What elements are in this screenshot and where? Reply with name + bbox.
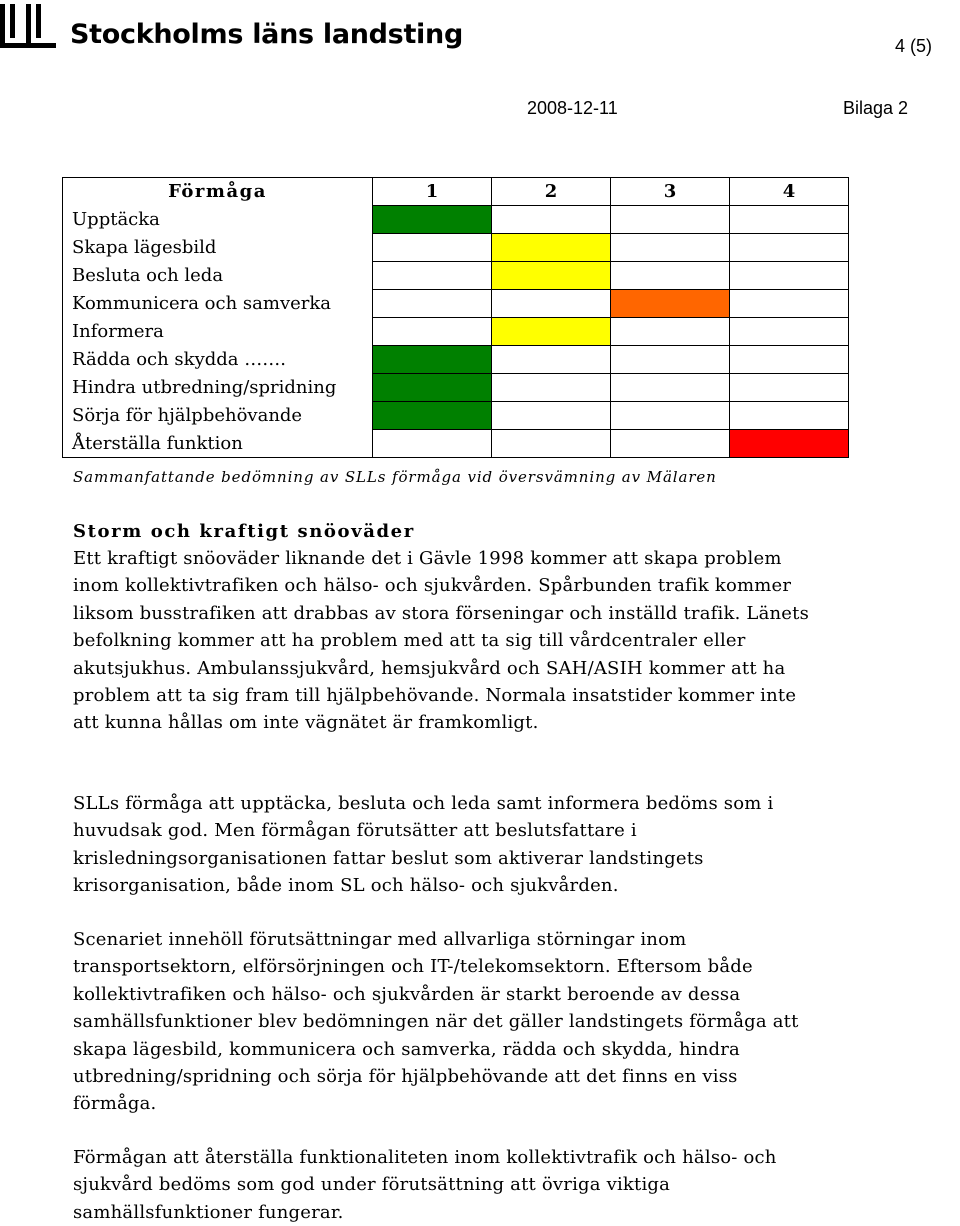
capability-label: Kommunicera och samverka — [63, 290, 373, 318]
assessment-cell — [373, 234, 492, 262]
table-row — [63, 318, 849, 346]
assessment-cell — [611, 262, 730, 290]
paragraph: Scenariet innehöll förutsättningar med allvarliga störningar inom transportsektorn, elförsörjningen och IT-/telekomsektorn. Eftersom både kollektivtrafiken och hälso- och sjukvården är starkt beroende av dessa samhällsfunktioner blev bedömningen när det gäller landstingets förmåga att skapa lägesbild, kommunicera och samverka, rädda och skydda, hindra utbredning/spridning och sörja för hjälpbehövande att det finns en viss förmåga. — [73, 929, 799, 1115]
assessment-cell — [492, 290, 611, 318]
level-header: 1 — [373, 178, 492, 206]
assessment-cell — [611, 318, 730, 346]
assessment-cell — [730, 234, 849, 262]
assessment-cell — [611, 346, 730, 374]
paragraph: SLLs förmåga att upptäcka, besluta och leda samt informera bedöms som i huvudsak god. Men förmågan förutsätter att beslutsfattare i krisledningsorganisationen fattar beslut som aktiverar landstingets krisorganisation, både inom SL och hälso- och sjukvården. — [73, 793, 774, 897]
table-row — [63, 402, 849, 430]
capability-label: Återställa funktion — [63, 430, 373, 458]
page-number: 4 (5) — [894, 36, 932, 56]
section-heading: Storm och kraftigt snöoväder — [73, 521, 415, 542]
capability-table — [62, 177, 849, 458]
assessment-cell-filled — [373, 346, 492, 374]
assessment-cell — [730, 402, 849, 430]
capability-label: Skapa lägesbild — [63, 234, 373, 262]
attachment-label: Bilaga 2 — [842, 98, 908, 118]
capability-label: Besluta och leda — [63, 262, 373, 290]
capability-label: Sörja för hjälpbehövande — [63, 402, 373, 430]
assessment-cell — [611, 402, 730, 430]
assessment-cell — [730, 346, 849, 374]
sll-logo-icon — [0, 4, 60, 52]
assessment-cell — [492, 346, 611, 374]
assessment-cell — [730, 206, 849, 234]
table-caption: Sammanfattande bedömning av SLLs förmåga vid översvämning av Mälaren — [73, 468, 717, 486]
capability-label: Upptäcka — [63, 206, 373, 234]
assessment-cell — [373, 318, 492, 346]
assessment-cell — [730, 318, 849, 346]
logo — [0, 4, 463, 52]
assessment-cell — [611, 374, 730, 402]
level-header: 4 — [730, 178, 849, 206]
paragraph: Ett kraftigt snöoväder liknande det i Gävle 1998 kommer att skapa problem inom kollektivtrafiken och hälso- och sjukvården. Spårbunden trafik kommer liksom busstrafiken att drabbas av stora förseningar och inställd trafik. Länets befolkning kommer att ha problem med att ta sig till vårdcentraler eller akutsjukhus. Ambulanssjukvård, hemsjukvård och SAH/ASIH kommer att ha problem att ta sig fram till hjälpbehövande. Normala insatstider kommer inte att kunna hållas om inte vägnätet är framkomligt. — [73, 548, 810, 734]
level-header: 3 — [611, 178, 730, 206]
assessment-cell — [730, 262, 849, 290]
assessment-cell — [373, 290, 492, 318]
table-header-label: Förmåga — [63, 178, 373, 206]
table-row — [63, 262, 849, 290]
table-row — [63, 374, 849, 402]
capability-label: Hindra utbredning/spridning — [63, 374, 373, 402]
assessment-cell — [492, 206, 611, 234]
assessment-cell-filled — [373, 374, 492, 402]
table-row — [63, 430, 849, 458]
table-header-row — [63, 178, 849, 206]
capability-label: Informera — [63, 318, 373, 346]
assessment-cell-filled — [373, 206, 492, 234]
assessment-cell — [730, 374, 849, 402]
assessment-cell — [611, 430, 730, 458]
assessment-cell — [611, 234, 730, 262]
assessment-cell-filled — [492, 262, 611, 290]
org-name: Stockholms läns landsting — [70, 19, 463, 50]
paragraph: Förmågan att återställa funktionaliteten inom kollektivtrafik och hälso- och sjukvård bedöms som god under förutsättning att övriga viktiga samhällsfunktioner fungerar. — [73, 1147, 777, 1223]
assessment-cell — [373, 430, 492, 458]
table-row — [63, 234, 849, 262]
assessment-cell — [730, 290, 849, 318]
table-row — [63, 346, 849, 374]
table-row — [63, 206, 849, 234]
assessment-cell-filled — [730, 430, 849, 458]
table-row — [63, 290, 849, 318]
level-header: 2 — [492, 178, 611, 206]
assessment-cell-filled — [611, 290, 730, 318]
assessment-cell — [373, 262, 492, 290]
capability-label: Rädda och skydda ……. — [63, 346, 373, 374]
document-date: 2008-12-11 — [527, 98, 618, 118]
assessment-cell-filled — [492, 234, 611, 262]
assessment-cell-filled — [373, 402, 492, 430]
assessment-cell — [492, 402, 611, 430]
assessment-cell — [611, 206, 730, 234]
assessment-cell — [492, 430, 611, 458]
assessment-cell — [492, 374, 611, 402]
assessment-cell-filled — [492, 318, 611, 346]
